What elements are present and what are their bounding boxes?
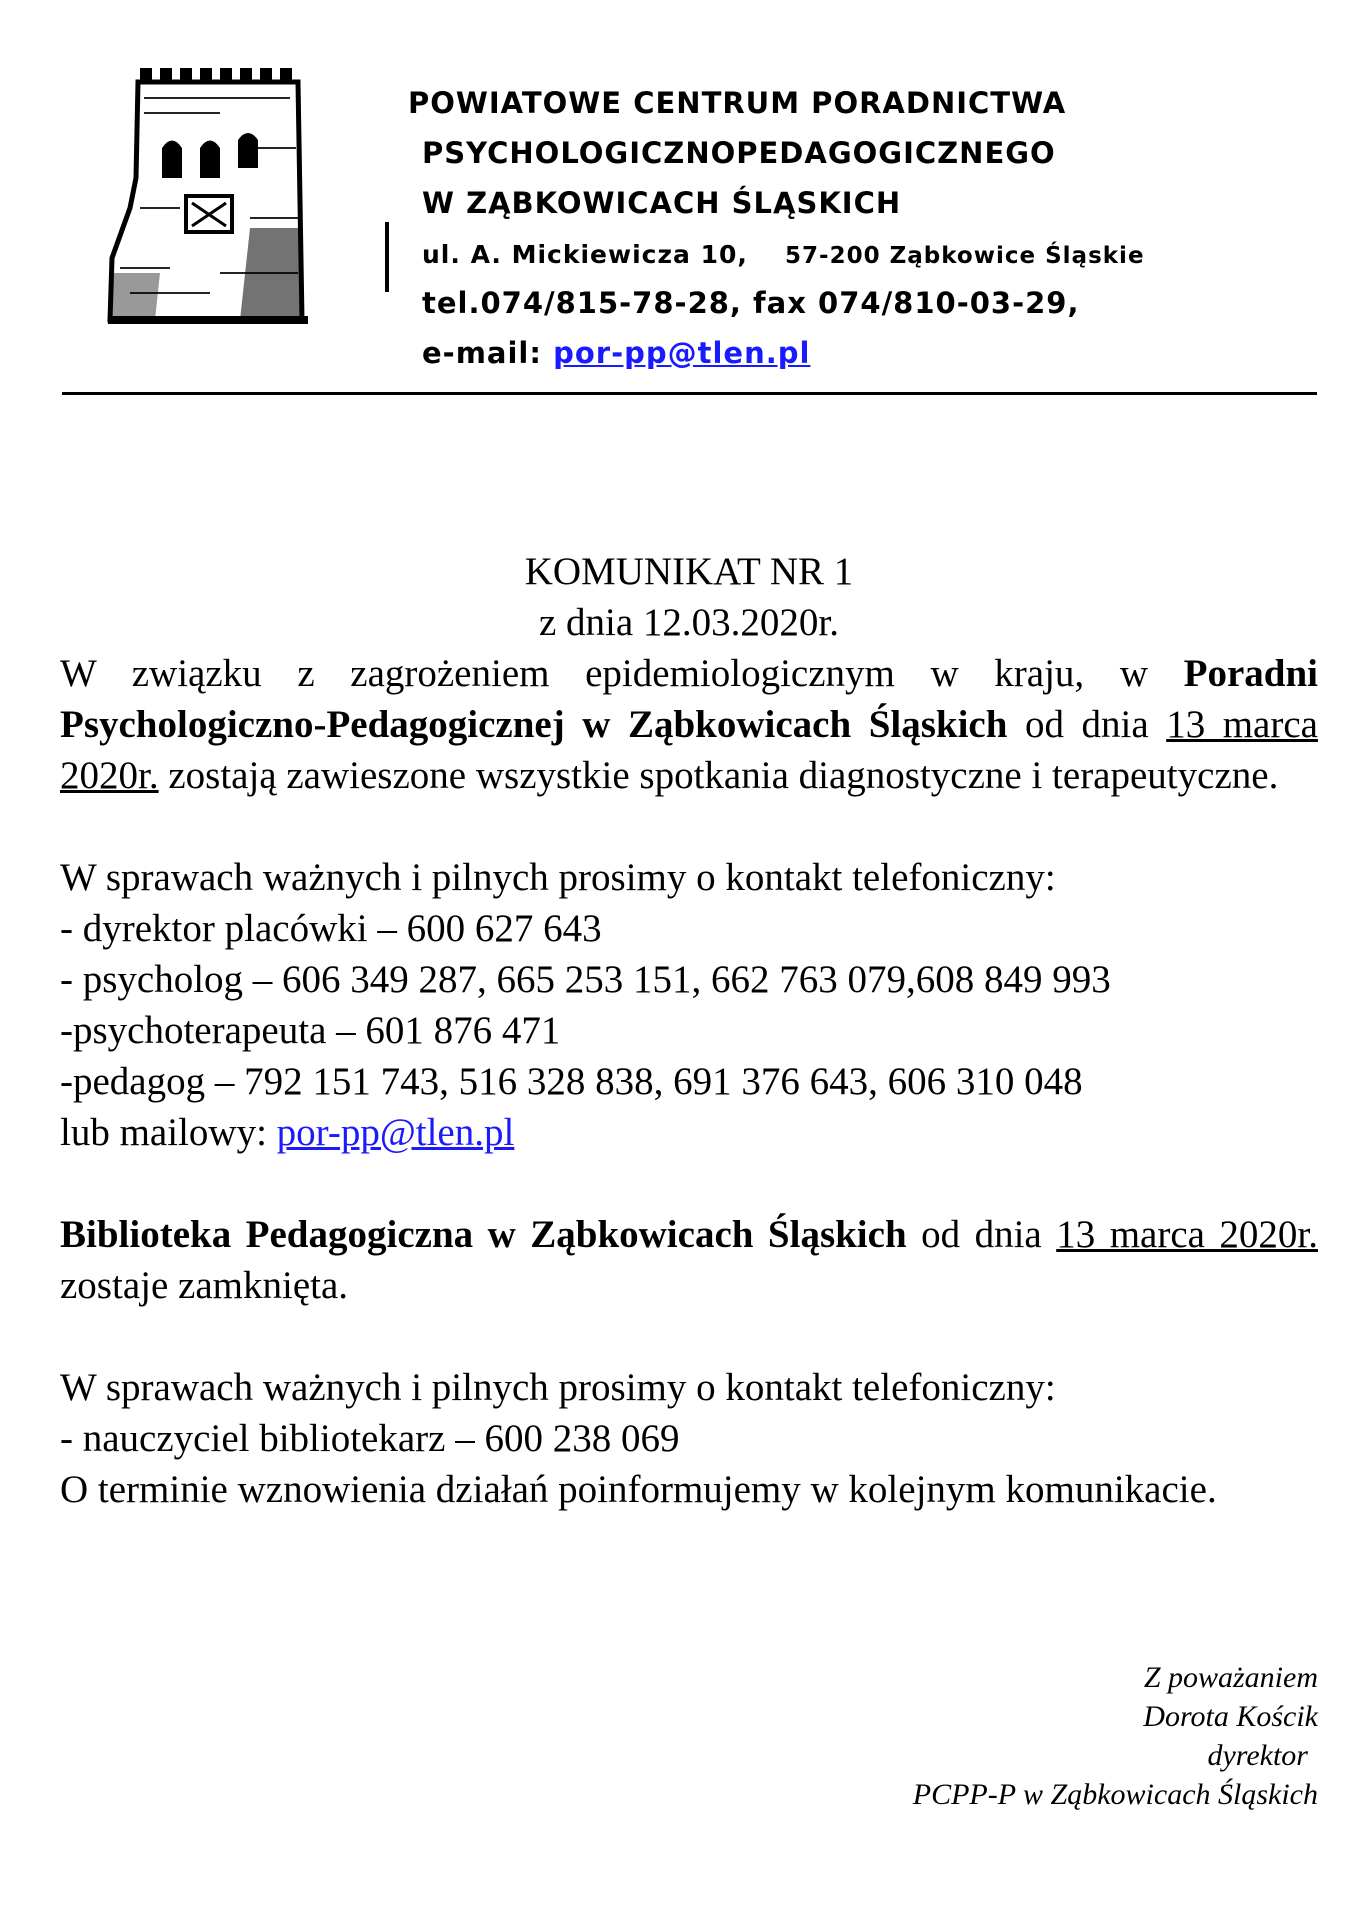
signature-greeting: Z poważaniem bbox=[1143, 1661, 1318, 1694]
header-divider bbox=[62, 392, 1317, 395]
postal-address: 57-200 Ząbkowice Śląskie bbox=[785, 243, 1145, 269]
signature-role: dyrektor bbox=[1207, 1739, 1308, 1772]
p1-pre: W związku z zagrożeniem epidemiologicznym w kraju, w bbox=[60, 652, 1184, 695]
p1-date: 13 marca 2020r. bbox=[60, 703, 1318, 797]
street-address: ul. A. Mickiewicza 10, bbox=[422, 240, 748, 269]
signature-name: Dorota Kościk bbox=[1143, 1700, 1318, 1733]
signature-org: PCPP-P w Ząbkowicach Śląskich bbox=[912, 1778, 1318, 1811]
p2-date: 13 marca 2020r. bbox=[1056, 1213, 1318, 1256]
contact-intro-2: W sprawach ważnych i pilnych prosimy o kontakt telefoniczny: bbox=[60, 1366, 1056, 1409]
phone-fax-line: tel.074/815-78-28, fax 074/810-03-29, bbox=[422, 286, 1080, 320]
address-marker bbox=[385, 222, 389, 292]
p1-mid: od dnia bbox=[1007, 703, 1167, 746]
p2-mid: od dnia bbox=[906, 1213, 1057, 1256]
institution-name-line3: W ZĄBKOWICACH ŚLĄSKICH bbox=[422, 186, 902, 220]
body-email-link[interactable]: por-pp@tlen.pl bbox=[276, 1111, 515, 1154]
address-line bbox=[422, 228, 1145, 278]
institution-name-line2: PSYCHOLOGICZNOPEDAGOGICZNEGO bbox=[422, 136, 1056, 170]
communique-title: KOMUNIKAT NR 1 bbox=[524, 550, 854, 593]
p1-institution: Poradni Psychologiczno-Pedagogicznej w Ząbkowicach Śląskich bbox=[60, 652, 1318, 746]
contact-intro-1: W sprawach ważnych i pilnych prosimy o kontakt telefoniczny: bbox=[60, 856, 1056, 899]
contact-mail-line bbox=[60, 1107, 1318, 1158]
contact-line-librarian: - nauczyciel bibliotekarz – 600 238 069 bbox=[60, 1417, 680, 1460]
paragraph-suspension bbox=[60, 648, 1318, 801]
signature-block bbox=[913, 1658, 1318, 1814]
contact-line-psychotherapist: -psychoterapeuta – 601 876 471 bbox=[60, 1009, 561, 1052]
contact-line-pedagogue: -pedagog – 792 151 743, 516 328 838, 691 376 643, 606 310 048 bbox=[60, 1060, 1083, 1103]
institution-name-line1: POWIATOWE CENTRUM PORADNICTWA bbox=[408, 86, 1067, 120]
letterhead bbox=[408, 78, 1145, 378]
contact-line-psychologist: - psycholog – 606 349 287, 665 253 151, 662 763 079,608 849 993 bbox=[60, 958, 1111, 1001]
email-line bbox=[422, 328, 1145, 378]
p2-library: Biblioteka Pedagogiczna w Ząbkowicach Śląskich bbox=[60, 1213, 907, 1256]
communique-body bbox=[60, 546, 1318, 1515]
contact-line-director: - dyrektor placówki – 600 627 643 bbox=[60, 907, 602, 950]
mail-label: lub mailowy: bbox=[60, 1111, 277, 1154]
castle-tower-logo bbox=[100, 58, 330, 328]
p2-post: zostaje zamknięta. bbox=[60, 1264, 349, 1307]
communique-date: z dnia 12.03.2020r. bbox=[538, 601, 840, 644]
p1-post: zostają zawieszone wszystkie spotkania diagnostyczne i terapeutyczne. bbox=[158, 754, 1279, 797]
email-label: e-mail: bbox=[422, 336, 542, 370]
paragraph-library bbox=[60, 1209, 1318, 1311]
header-email-link[interactable]: por-pp@tlen.pl bbox=[553, 336, 811, 370]
closing-paragraph: O terminie wznowienia działań poinformujemy w kolejnym komunikacie. bbox=[60, 1468, 1217, 1511]
